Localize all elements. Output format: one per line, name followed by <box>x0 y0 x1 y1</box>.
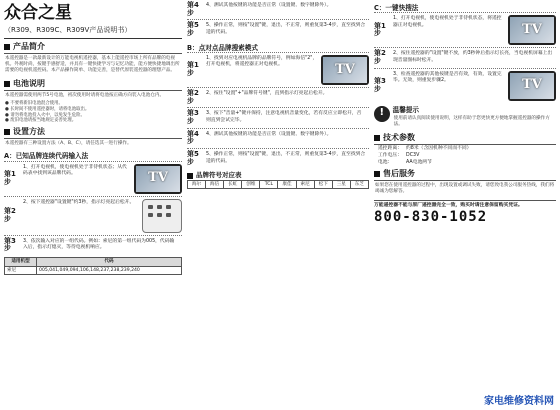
brand-symbol: 东芝 <box>354 181 364 187</box>
step-text: 4、测试其他按键的功能是否正常（设置键、数字键除外）。 <box>206 131 332 137</box>
brand-symbol: 海尔 <box>188 181 206 189</box>
step-text: 1、找到对应电视机品牌的品牌符号，例如海信"2"，打开电视机，将遥控器正对电视机。 <box>206 55 318 68</box>
brand-symbol: 海信 <box>206 181 224 189</box>
step-badge: 第3步 <box>374 76 386 93</box>
table-cell: 005,041,049,094,106,148,237,238,239,240 <box>37 266 182 275</box>
brand-symbols-header <box>187 171 369 179</box>
brand-symbols-row <box>187 180 369 190</box>
tips-title: 温馨提示 <box>392 105 419 114</box>
step-text: 2、按下遥控器"设置键"约3秒，指示灯亮起后松开。 <box>23 199 135 205</box>
step-badge: 第5步 <box>187 150 199 166</box>
remote-icon <box>142 199 182 233</box>
hotline-box <box>374 200 556 226</box>
section-title: 售后服务 <box>383 169 415 179</box>
brand-symbol: 索尼 <box>297 181 315 189</box>
step-badge: 第3步 <box>187 109 199 126</box>
method-b-title: B：点对点品牌搜索模式 <box>187 43 258 52</box>
battery-note: ● 废旧电池请按当地规定妥善处理。 <box>5 118 77 124</box>
tips-box <box>374 106 556 130</box>
table-cell: 索尼 <box>5 266 37 275</box>
battery-text: 本遥控器需使用两节5号电池，初次使用时请将电池按正确方向装入电池仓内。 <box>5 92 165 98</box>
section-battery <box>4 79 182 91</box>
method-c-title: C：一键快搜法 <box>374 4 419 12</box>
table-row <box>5 266 182 275</box>
step-text: 4、测试其他按键的功能是否正常（设置键、数字键除外）。 <box>206 3 332 8</box>
step-text: 3、按下"音量+"键并保持，注意电视机音量变化，若有反应立即松开，否则直到尝试完毕。 <box>206 111 362 123</box>
step-text: 1、打开电视机，使电视机处于非待机状态，将遥控器正对电视机。 <box>393 16 502 28</box>
step-badge: 第1步 <box>374 21 386 38</box>
spec-item: 遥控距离： 约8米（含因机种不同而不同） <box>378 145 472 151</box>
tips-text: 使用前请认真阅读使用说明，这样有助于您更快更方便地掌握遥控器的操作方法。 <box>393 115 550 127</box>
step-b1 <box>187 52 369 87</box>
step-badge: 第1步 <box>187 61 199 77</box>
bullet-square-icon <box>4 81 10 87</box>
brand-symbol: 创维 <box>242 181 260 189</box>
bullet-square-icon <box>4 44 10 50</box>
tv-icon: TV <box>508 71 556 101</box>
watermark-text: 家电维修资料网 <box>484 395 554 407</box>
bullet-square-icon <box>4 129 10 135</box>
model-line: （R309、R309C、R309V产品说明书） <box>4 24 182 39</box>
brand-symbol: 松下 <box>315 181 333 189</box>
step-badge: 第2步 <box>374 49 386 65</box>
step-badge: 第2步 <box>4 206 16 223</box>
step-c1 <box>374 12 556 47</box>
step-badge: 第4步 <box>187 1 199 17</box>
table-header: 代码 <box>37 257 182 266</box>
step-c2 <box>374 47 556 67</box>
battery-note: ● 请勿将电池投入火中，以免发生危险。 <box>5 112 85 118</box>
column-c <box>374 0 556 410</box>
step-badge: 第1步 <box>4 169 16 186</box>
brand-logo: 众合之星 <box>4 2 72 23</box>
table-header: 适用机型 <box>5 257 37 266</box>
column-a <box>4 0 182 410</box>
tv-icon: TV <box>321 55 369 85</box>
bullet-square-icon <box>187 173 193 179</box>
brand-symbol: 康佳 <box>278 181 296 189</box>
step-b4 <box>187 128 369 148</box>
step-text: 5、操作正常，则按"设置"键，退出，不正常，则重复第3-4步，直至找到合适的代码。 <box>206 23 366 35</box>
method-a-title: A：已知品牌连续代码输入法 <box>4 152 89 161</box>
section-title: 品牌符号对应表 <box>196 171 242 180</box>
step-badge: 第4步 <box>187 129 199 146</box>
section-intro <box>4 42 182 54</box>
column-b <box>187 0 369 410</box>
spec-item: 电池： AA电池两节 <box>378 160 432 166</box>
step-badge: 第2步 <box>187 88 199 105</box>
step-a2 <box>4 196 182 235</box>
step-a3 <box>4 235 182 255</box>
step-badge: 第5步 <box>187 21 199 38</box>
step-c3 <box>374 68 556 103</box>
tv-icon: TV <box>134 164 182 194</box>
brand-header <box>4 0 182 24</box>
hotline-note: 万能遥控器不能与原厂遥控器完全一致，购买时请注意保留购买凭证。 <box>374 203 523 209</box>
section-setup <box>4 127 182 139</box>
setup-text: 本遥控器有三种设置方法（A、B、C），请任选其一进行操作。 <box>5 141 132 147</box>
step-text: 1、打开电视机，使电视机处于非待机状态；从代码表中找到该品牌代码。 <box>23 164 127 177</box>
step-text: 3、依次输入对应的一组代码。例如：索尼的第一组代码为005，代码输入后，指示灯熄灭，等待电视机响应。 <box>23 238 175 251</box>
intro-text: 本遥控器是一款最新设计的万能电视机遥控器，基本上能遥控市场上所有品牌的电视机。外观时尚，按键手感舒适，并具有一键快捷学习与记忆功能，能方便快捷地调出所需要的电视机遥控码。本产品操作简单、功能完善，是替代原装遥控器的理想产品。 <box>5 55 180 73</box>
step-b-pre5 <box>187 19 369 39</box>
section-title: 设置方法 <box>13 127 45 137</box>
info-icon: ! <box>374 106 390 122</box>
service-text: 如果您在使用遥控器的过程中，出现设置或调试失败，请您致电我公司服务热线，我们将竭诚为您解答。 <box>375 183 555 195</box>
bullet-square-icon <box>374 135 380 141</box>
section-title: 产品简介 <box>13 41 45 51</box>
step-a1 <box>4 161 182 196</box>
section-service <box>374 169 556 181</box>
brand-symbol: TCL <box>260 181 278 189</box>
step-text: 5、操作正常，则按"设置"键，退出，不正常，则重复第3-4步，直至找到合适的代码。 <box>206 152 366 164</box>
brand-symbol: 三星 <box>333 181 351 189</box>
step-text: 2、按住遥控器的"设置"键不放，约3秒钟后指示灯长亮，当电视机屏幕上出现音量图标时松开。 <box>393 51 553 63</box>
hotline-number: 800-830-1052 <box>374 209 488 226</box>
step-b3 <box>187 107 369 127</box>
section-title: 技术参数 <box>383 132 415 142</box>
spec-item: 工作电压： DC3V <box>378 152 420 158</box>
tv-icon: TV <box>508 15 556 45</box>
bullet-square-icon <box>374 171 380 177</box>
step-text: 3、检查遥控器的其他按键是否有效，有效，设置完毕。无效，则重复步骤2。 <box>393 71 502 84</box>
step-text: 2、按住"设置"+"品牌符号键"，直到指示灯亮起后松开。 <box>206 90 328 96</box>
code-table <box>4 257 182 275</box>
step-b-pre4 <box>187 0 369 19</box>
step-b2 <box>187 87 369 107</box>
section-specs <box>374 133 556 145</box>
step-badge: 第3步 <box>4 236 16 253</box>
step-b5 <box>187 148 369 168</box>
battery-note: ● 不要将新旧电池混合使用。 <box>5 100 63 106</box>
brand-symbol: 长虹 <box>224 181 242 189</box>
battery-note: ● 长时间不使用遥控器时，请将电池取出。 <box>5 106 90 112</box>
section-title: 电池说明 <box>13 78 45 88</box>
